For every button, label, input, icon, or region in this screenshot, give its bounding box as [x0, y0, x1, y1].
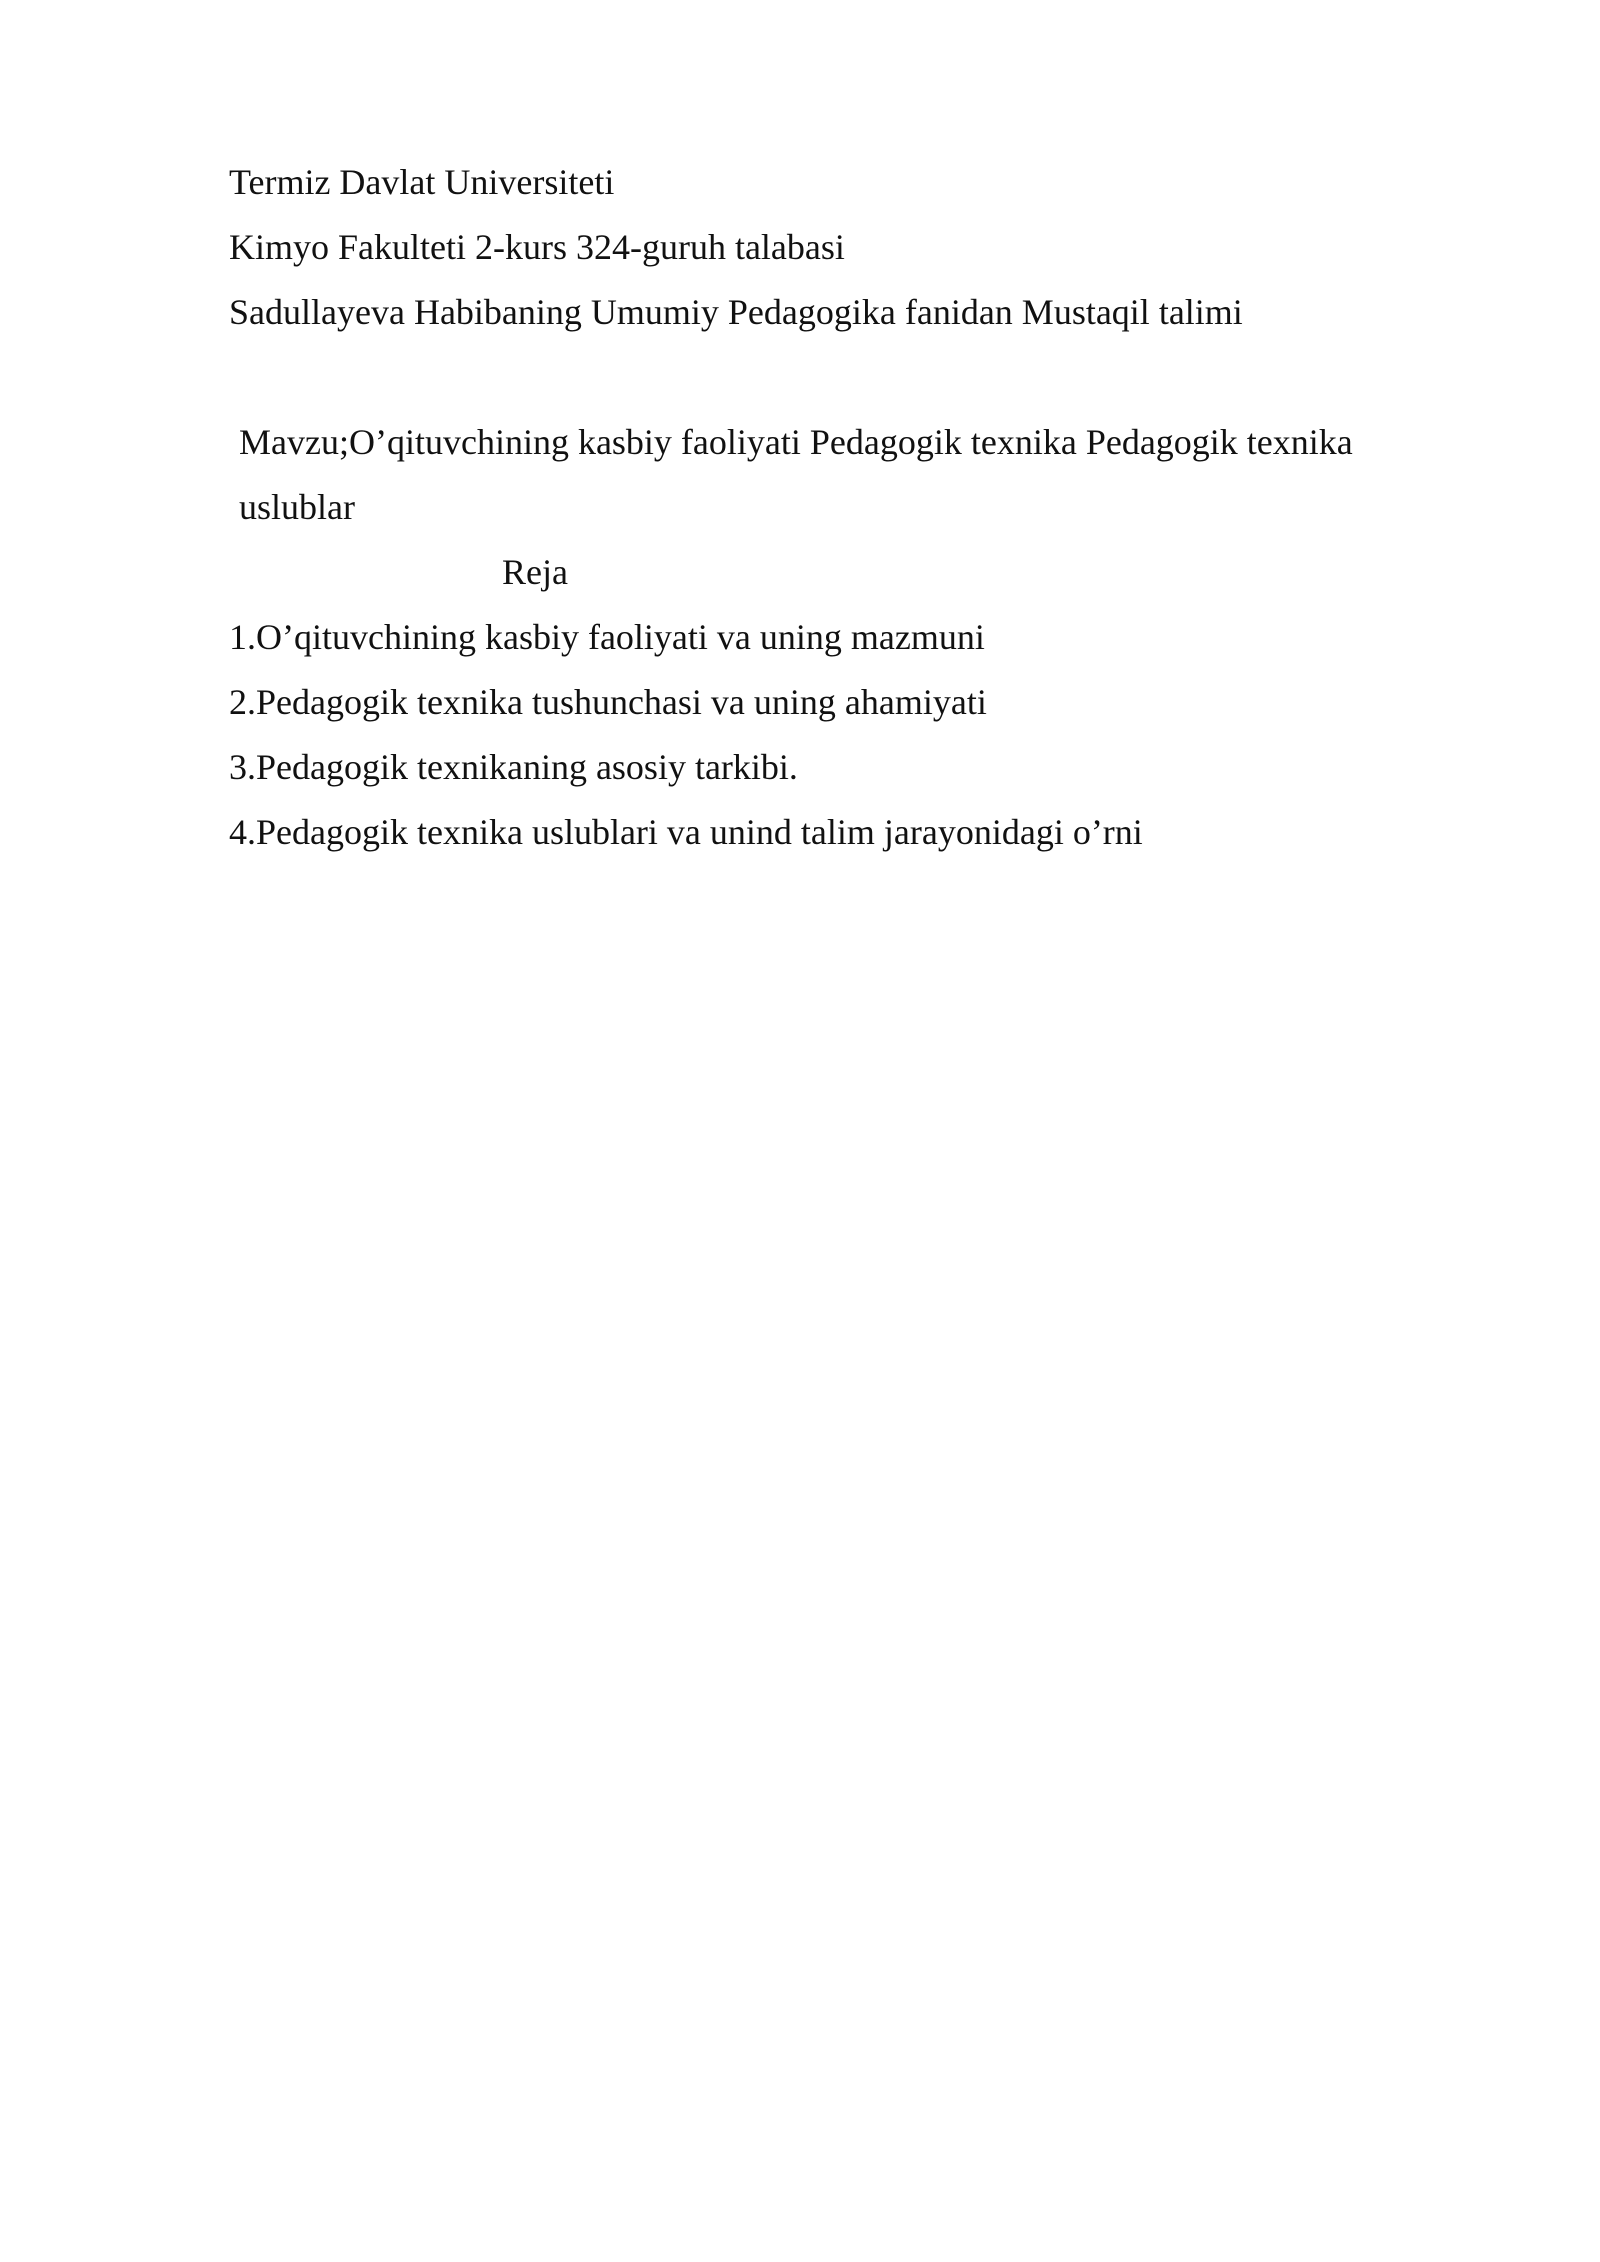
topic-text: Mavzu;O’qituvchining kasbiy faoliyati Pedagogik texnika Pedagogik texnika uslublar — [239, 422, 1353, 527]
university-name: Termiz Davlat Universiteti — [229, 162, 615, 202]
blank-line — [229, 345, 1409, 410]
plan-item: 1.O’qituvchining kasbiy faoliyati va uning mazmuni — [229, 617, 985, 657]
student-line: Sadullayeva Habibaning Umumiy Pedagogika fanidan Mustaqil talimi — [229, 292, 1243, 332]
faculty-line: Kimyo Fakulteti 2-kurs 324-guruh talabasi — [229, 227, 845, 267]
plan-title: Reja — [502, 552, 568, 592]
plan-item: 4.Pedagogik texnika uslublari va unind talim jarayonidagi o’rni — [229, 812, 1143, 852]
plan-item: 2.Pedagogik texnika tushunchasi va uning ahamiyati — [229, 682, 987, 722]
document-body — [229, 150, 1409, 865]
plan-list — [229, 605, 1409, 865]
plan-item: 3.Pedagogik texnikaning asosiy tarkibi. — [229, 747, 798, 787]
